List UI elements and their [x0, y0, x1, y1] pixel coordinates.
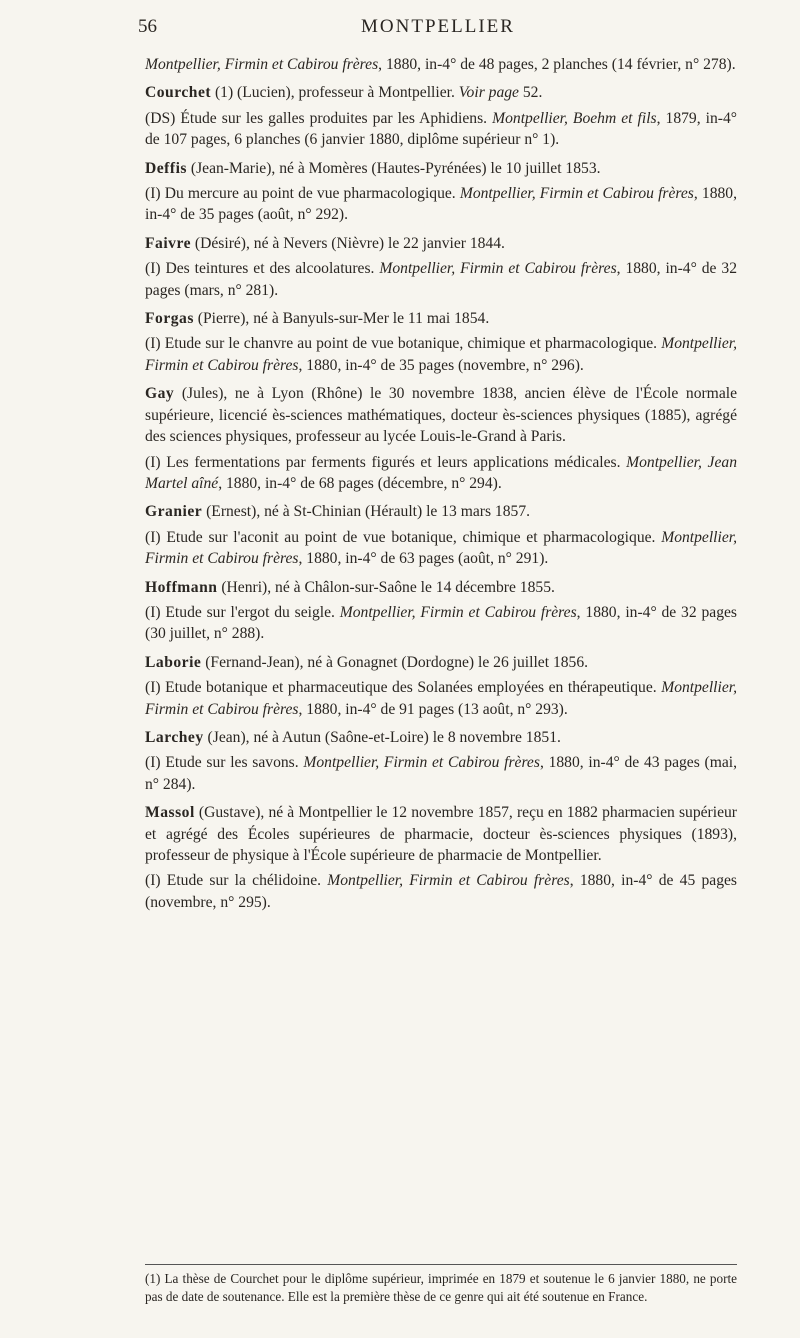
author-name: Gay — [145, 385, 175, 403]
thesis-entry: (I) Des teintures et des alcoolatures. Montpellier, Firmin et Cabirou frères, 1880, in-4° de 32 pages (mars, n° 281). — [145, 260, 737, 299]
thesis-entry: (I) Etude sur l'ergot du seigle. Montpellier, Firmin et Cabirou frères, 1880, in-4° de 32 pages (30 juillet, n° 288). — [145, 603, 737, 643]
publisher: Montpellier, Firmin et Cabirou frères — [145, 528, 737, 568]
author-name: Courchet — [145, 84, 212, 102]
publisher: Montpellier, Boehm et fils — [492, 109, 657, 127]
publisher: Montpellier, Firmin et Cabirou frères — [327, 872, 570, 890]
thesis-list — [145, 54, 737, 920]
thesis-entry: (I) Les fermentations par ferments figurés et leurs applications médicales. Montpellier, Jean Martel aîné, 1880, in-4° de 68 pages (décembre, n° 294). — [145, 453, 737, 492]
author-name: Faivre — [145, 234, 192, 252]
author-bio: Larchey (Jean), né à Autun (Saône-et-Loire) le 8 novembre 1851. — [145, 728, 561, 746]
running-title: MONTPELLIER — [361, 16, 515, 37]
publisher: Montpellier, Firmin et Cabirou frères — [339, 603, 577, 621]
author-name: Granier — [145, 503, 203, 521]
author-bio: Faivre (Désiré), né à Nevers (Nièvre) le 22 janvier 1844. — [145, 234, 505, 252]
author-name: Massol — [145, 804, 195, 822]
author-name: Forgas — [145, 310, 194, 328]
thesis-entry: (I) Etude botanique et pharmaceutique des Solanées employées en thérapeutique. Montpellier, Firmin et Cabirou frères, 1880, in-4° de 91 pages (13 août, n° 293). — [145, 679, 737, 718]
thesis-entry: (I) Etude sur l'aconit au point de vue botanique, chimique et pharmacologique. Montpellier, Firmin et Cabirou frères, 1880, in-4° de 63 pages (août, n° 291). — [145, 528, 737, 568]
author-bio: Forgas (Pierre), né à Banyuls-sur-Mer le 11 mai 1854. — [145, 310, 490, 328]
author-bio: Deffis (Jean-Marie), né à Momères (Hautes-Pyrénées) le 10 juillet 1853. — [145, 159, 601, 177]
publisher: Montpellier, Jean Martel aîné — [145, 453, 737, 492]
author-name: Larchey — [145, 728, 204, 746]
author-name: Deffis — [145, 159, 187, 177]
author-bio: Laborie (Fernand-Jean), né à Gonagnet (Dordogne) le 26 juillet 1856. — [145, 653, 589, 671]
author-bio: Hoffmann (Henri), né à Châlon-sur-Saône le 14 décembre 1855. — [145, 578, 555, 596]
footnote-divider — [145, 1264, 737, 1265]
author-bio: Granier (Ernest), né à St-Chinian (Hérault) le 13 mars 1857. — [145, 503, 531, 521]
thesis-entry: (I) Etude sur les savons. Montpellier, Firmin et Cabirou frères, 1880, in-4° de 43 pages (mai, n° 284). — [145, 754, 738, 793]
author-name: Hoffmann — [145, 578, 218, 596]
thesis-entry: (DS) Étude sur les galles produites par les Aphidiens. Montpellier, Boehm et fils, 1879, in-4° de 107 pages, 6 planches (6 janvier 1880, diplôme supérieur n° 1). — [145, 109, 738, 149]
entry-continuation: Montpellier, Firmin et Cabirou frères, 1880, in-4° de 48 pages, 2 planches (14 février, n° 278). — [145, 56, 736, 73]
publisher: Montpellier, Firmin et Cabirou frères — [379, 260, 617, 278]
author-bio: Gay (Jules), ne à Lyon (Rhône) le 30 novembre 1838, ancien élève de l'École normale supérieure, licencié ès-sciences mathématiques, docteur ès-sciences physiques (1885), agrégé des sciences physiques, professeur au lycée Louis-le-Grand à Paris. — [145, 385, 737, 446]
publisher: Montpellier, Firmin et Cabirou frères — [145, 679, 737, 718]
author-bio: Courchet (1) (Lucien), professeur à Montpellier. Voir page 52. — [145, 84, 543, 102]
publisher: Montpellier, Firmin et Cabirou frères — [145, 335, 737, 374]
thesis-entry: (I) Du mercure au point de vue pharmacologique. Montpellier, Firmin et Cabirou frères, 1880, in-4° de 35 pages (août, n° 292). — [145, 185, 737, 224]
footnote: (1) La thèse de Courchet pour le diplôme supérieur, imprimée en 1879 et soutenue le 6 janvier 1880, ne porte pas de date de soutenance. Elle est la première thèse de ce genre qui ait été soutenue en France. — [145, 1271, 737, 1304]
thesis-entry: (I) Etude sur la chélidoine. Montpellier, Firmin et Cabirou frères, 1880, in-4° de 45 pages (novembre, n° 295). — [145, 872, 737, 911]
publisher: Montpellier, Firmin et Cabirou frères — [303, 754, 540, 772]
author-name: Laborie — [145, 653, 202, 671]
author-bio: Massol (Gustave), né à Montpellier le 12 novembre 1857, reçu en 1882 pharmacien supérieur et agrégé des Écoles supérieures de pharmacie, docteur ès-sciences physiques (1893), professeur de physique à l'École supérieure de pharmacie de Montpellier. — [145, 804, 737, 864]
page-number: 56 — [138, 16, 157, 37]
page-header — [138, 16, 738, 50]
publisher: Montpellier, Firmin et Cabirou frères — [459, 185, 694, 203]
thesis-entry: (I) Etude sur le chanvre au point de vue botanique, chimique et pharmacologique. Montpellier, Firmin et Cabirou frères, 1880, in-4° de 35 pages (novembre, n° 296). — [145, 335, 737, 374]
